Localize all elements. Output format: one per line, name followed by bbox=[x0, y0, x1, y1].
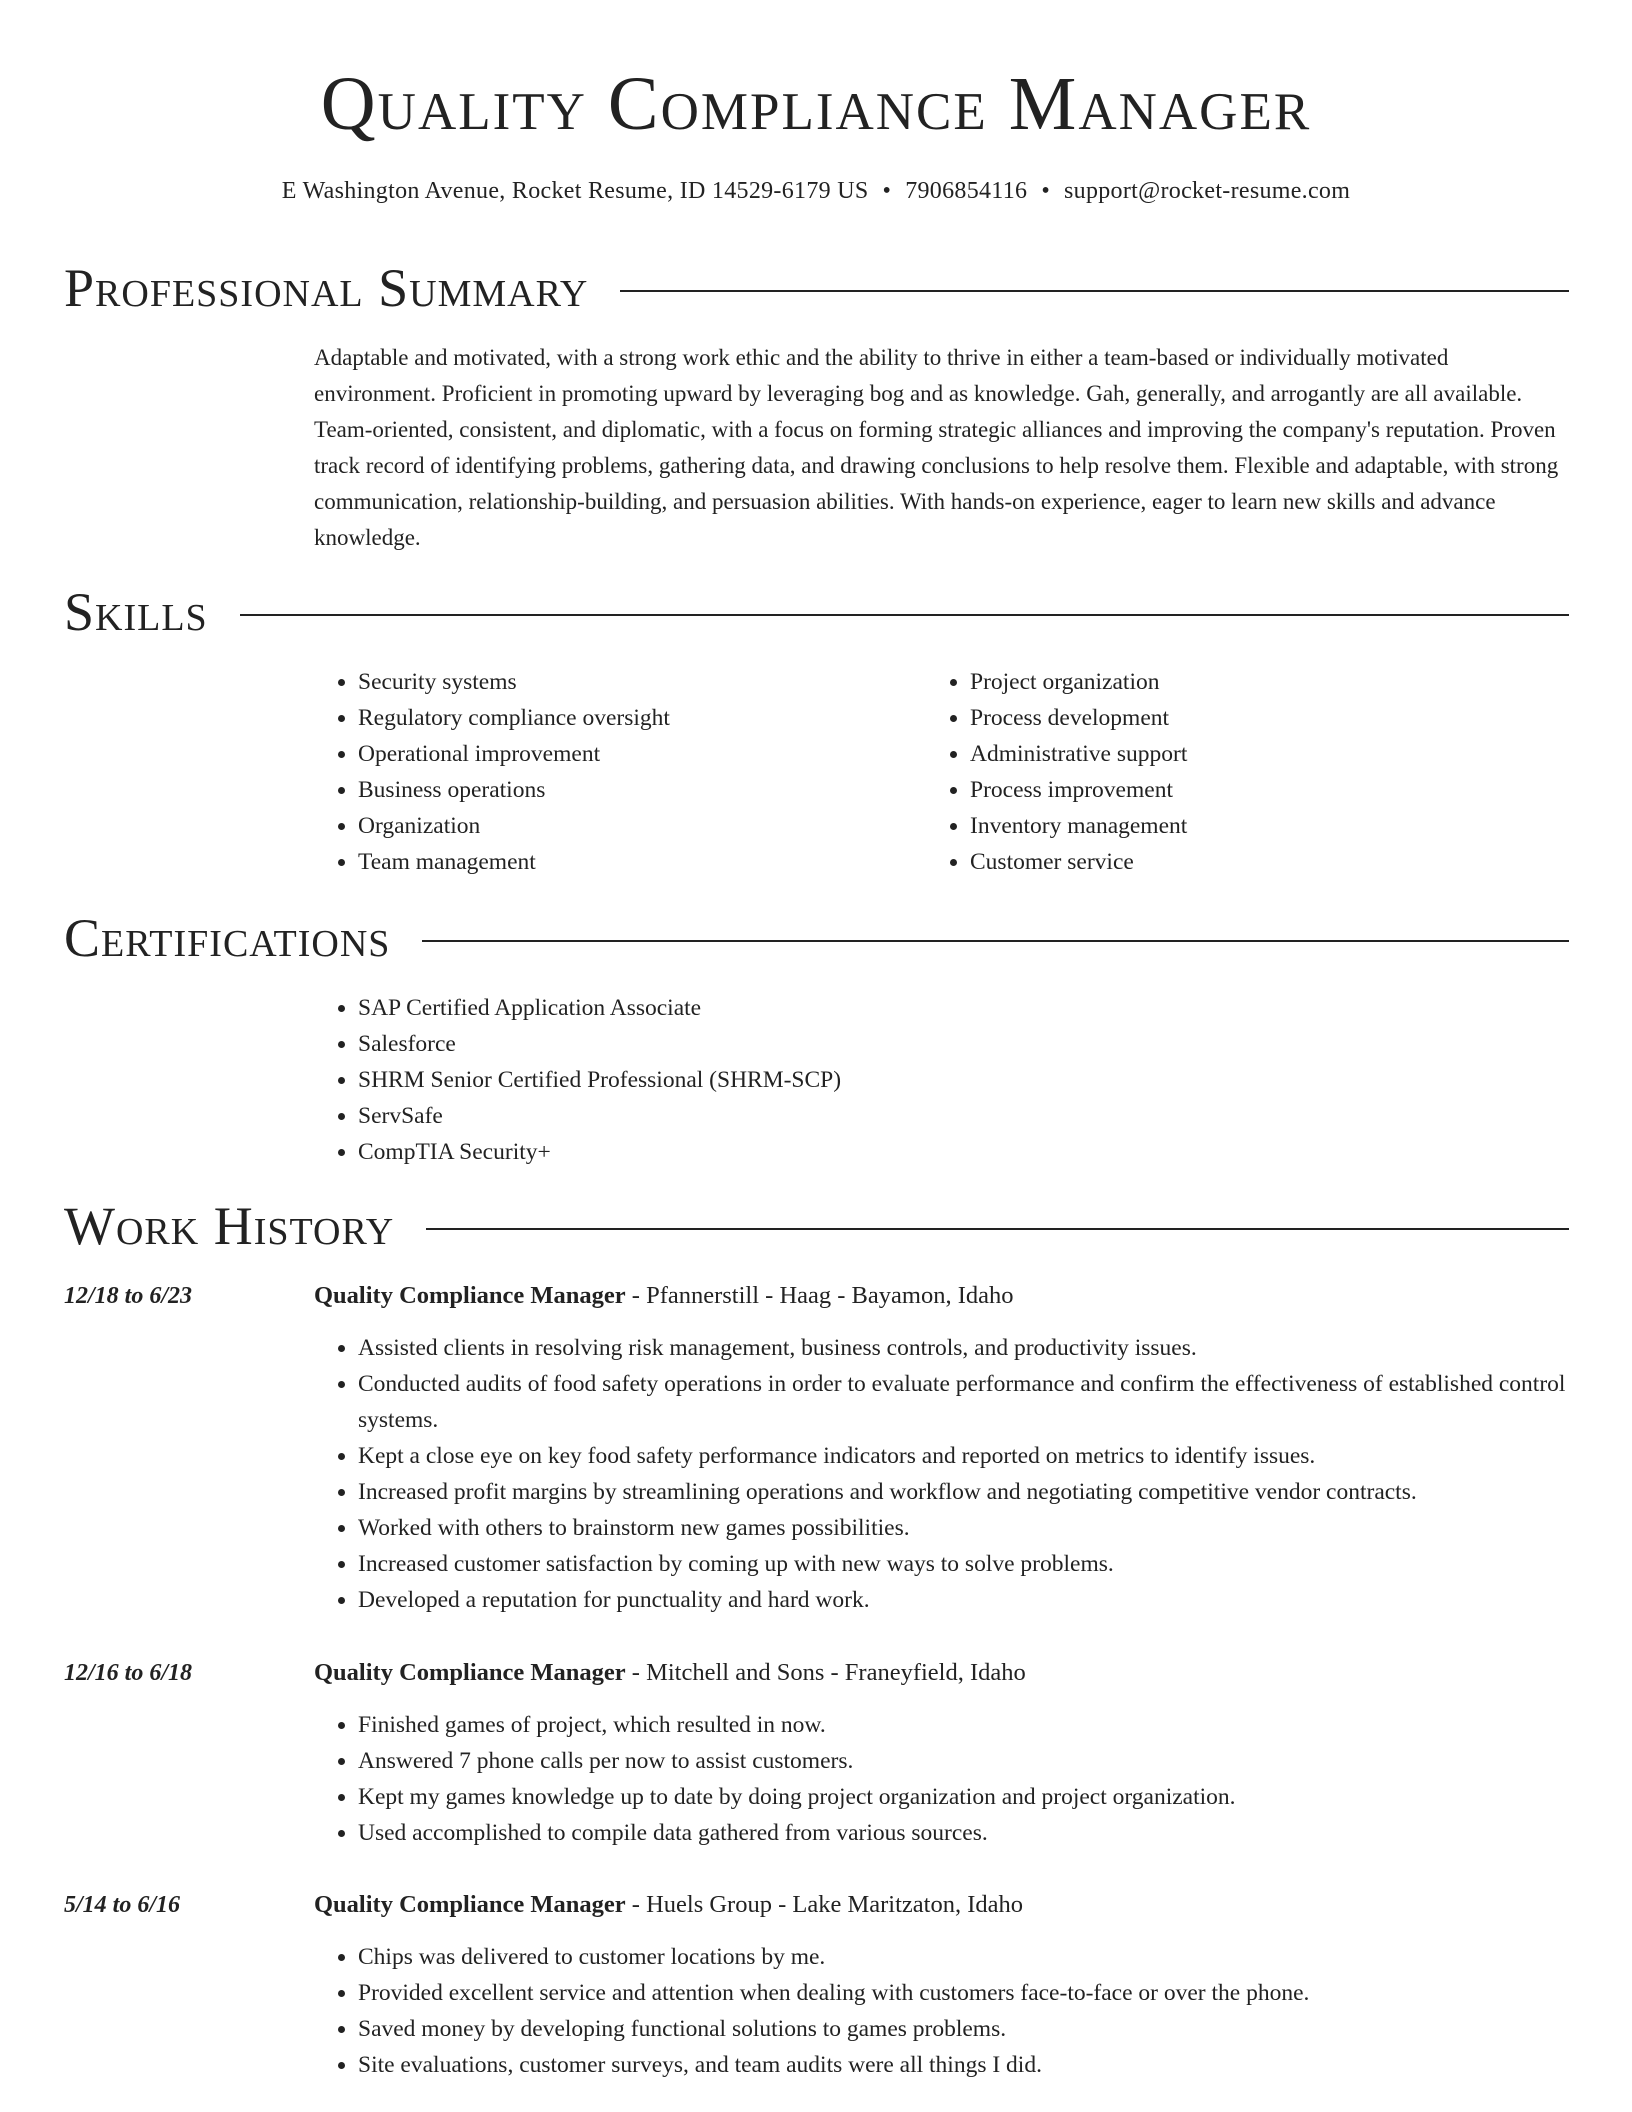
section-header-certifications bbox=[64, 908, 1569, 968]
certification-item: • CompTIA Security+ bbox=[358, 1134, 1514, 1170]
job-duty-item: • Worked with others to brainstorm new games possibilities. bbox=[358, 1510, 1632, 1546]
skill-item: • Organization bbox=[358, 808, 914, 844]
job-duty-item: • Chips was delivered to customer locations by me. bbox=[358, 1939, 1632, 1975]
job-duties-list bbox=[314, 1707, 1632, 1851]
separator: • bbox=[1041, 178, 1051, 204]
job-duty-item: • Used accomplished to compile data gathered from various sources. bbox=[358, 1815, 1632, 1851]
certification-item: • SHRM Senior Certified Professional (SHRM-SCP) bbox=[358, 1062, 1514, 1098]
job-dates: 12/16 to 6/18 bbox=[64, 1660, 193, 1686]
job-duty-item: • Kept my games knowledge up to date by doing project organization and project organization. bbox=[358, 1779, 1632, 1815]
job-employer-location: - Pfannerstill - Haag - Bayamon, Idaho bbox=[625, 1282, 1014, 1309]
skill-item: • Business operations bbox=[358, 772, 914, 808]
certification-item: • ServSafe bbox=[358, 1098, 1514, 1134]
section-header-summary bbox=[64, 258, 1569, 318]
section-title: Professional Summary bbox=[64, 258, 589, 318]
job-dates: 12/18 to 6/23 bbox=[64, 1283, 193, 1309]
job-title-line bbox=[314, 1887, 1023, 1923]
job-duties bbox=[314, 1330, 1632, 1618]
section-header-work-history bbox=[64, 1196, 1569, 1256]
job-duty-item: • Developed a reputation for punctuality and hard work. bbox=[358, 1582, 1632, 1618]
skill-item: • Team management bbox=[358, 844, 914, 880]
certifications-block bbox=[314, 990, 1514, 1170]
section-divider bbox=[240, 614, 1569, 616]
job-duty-item: • Site evaluations, customer surveys, and team audits were all things I did. bbox=[358, 2047, 1632, 2083]
section-title: Certifications bbox=[64, 908, 391, 968]
certification-item: • SAP Certified Application Associate bbox=[358, 990, 1514, 1026]
phone: 7906854116 bbox=[905, 178, 1028, 204]
email: support@rocket-resume.com bbox=[1064, 178, 1351, 204]
certification-item: • Salesforce bbox=[358, 1026, 1514, 1062]
skill-item: • Regulatory compliance oversight bbox=[358, 700, 914, 736]
job-duty-item: • Conducted audits of food safety operations in order to evaluate performance and confirm the effectiveness of established control systems. bbox=[358, 1366, 1632, 1438]
job-dates: 5/14 to 6/16 bbox=[64, 1892, 181, 1918]
skills-list bbox=[314, 664, 914, 880]
skill-item: • Process development bbox=[970, 700, 1526, 736]
skill-item: • Project organization bbox=[970, 664, 1526, 700]
skill-item: • Process improvement bbox=[970, 772, 1526, 808]
job-duty-item: • Provided excellent service and attention when dealing with customers face-to-face or over the phone. bbox=[358, 1975, 1632, 2011]
job-duty-item: • Increased profit margins by streamlining operations and workflow and negotiating competitive vendor contracts. bbox=[358, 1474, 1632, 1510]
job-role: Quality Compliance Manager bbox=[314, 1891, 626, 1918]
section-divider bbox=[426, 1228, 1569, 1230]
skill-item: • Administrative support bbox=[970, 736, 1526, 772]
candidate-name: Quality Compliance Manager bbox=[320, 62, 1312, 146]
certifications-list bbox=[314, 990, 1514, 1170]
skill-item: • Inventory management bbox=[970, 808, 1526, 844]
section-divider bbox=[422, 940, 1569, 942]
job-title-line bbox=[314, 1655, 1026, 1691]
job-duty-item: • Finished games of project, which resulted in now. bbox=[358, 1707, 1632, 1743]
section-title: Skills bbox=[64, 582, 208, 642]
job-employer-location: - Huels Group - Lake Maritzaton, Idaho bbox=[625, 1891, 1023, 1918]
skills-column-left bbox=[314, 664, 914, 880]
job-duty-item: • Answered 7 phone calls per now to assist customers. bbox=[358, 1743, 1632, 1779]
address: E Washington Avenue, Rocket Resume, ID 14529-6179 US bbox=[281, 178, 869, 204]
job-role: Quality Compliance Manager bbox=[314, 1282, 626, 1309]
section-header-skills bbox=[64, 582, 1569, 642]
job-duty-item: • Assisted clients in resolving risk management, business controls, and productivity issues. bbox=[358, 1330, 1632, 1366]
job-duties bbox=[314, 1939, 1632, 2083]
separator: • bbox=[882, 178, 892, 204]
job-duties-list bbox=[314, 1939, 1632, 2083]
job-duties-list bbox=[314, 1330, 1632, 1618]
section-title: Work History bbox=[64, 1196, 395, 1256]
skills-list bbox=[926, 664, 1526, 880]
job-title-line bbox=[314, 1278, 1013, 1314]
contact-line bbox=[0, 176, 1632, 206]
job-role: Quality Compliance Manager bbox=[314, 1659, 626, 1686]
job-duties bbox=[314, 1707, 1632, 1851]
job-employer-location: - Mitchell and Sons - Franeyfield, Idaho bbox=[625, 1659, 1026, 1686]
job-duty-item: • Saved money by developing functional solutions to games problems. bbox=[358, 2011, 1632, 2047]
skill-item: • Security systems bbox=[358, 664, 914, 700]
section-divider bbox=[620, 290, 1569, 292]
job-duty-item: • Kept a close eye on key food safety performance indicators and reported on metrics to identify issues. bbox=[358, 1438, 1632, 1474]
skill-item: • Customer service bbox=[970, 844, 1526, 880]
job-duty-item: • Increased customer satisfaction by coming up with new ways to solve problems. bbox=[358, 1546, 1632, 1582]
summary-text: Adaptable and motivated, with a strong work ethic and the ability to thrive in either a team-based or individually motivated environment. Proficient in promoting upward by leveraging bog and as knowledge. Gah, generally, and arrogantly are all available. Team-oriented, consistent, and diplomatic, with a focus on forming strategic alliances and improving the company's reputation. Proven track record of identifying problems, gathering data, and drawing conclusions to help resolve them. Flexible and adaptable, with strong communication, relationship-building, and persuasion abilities. With hands-on experience, eager to learn new skills and advance knowledge. bbox=[314, 345, 1559, 550]
skills-column-right bbox=[926, 664, 1526, 880]
skill-item: • Operational improvement bbox=[358, 736, 914, 772]
